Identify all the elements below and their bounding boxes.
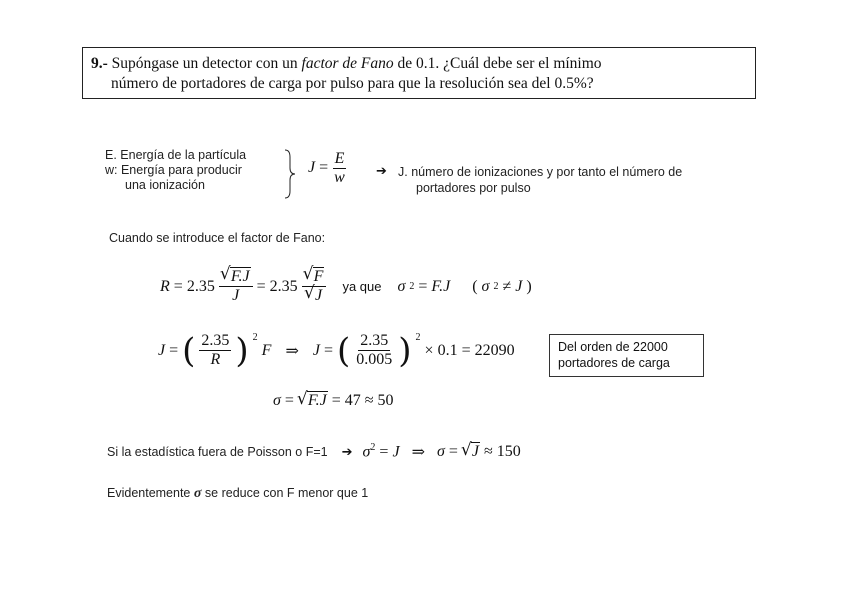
problem-box — [82, 47, 756, 99]
problem-text-a: Supóngase un detector con un — [111, 55, 298, 72]
poisson-text: Si la estadística fuera de Poisson o F=1 — [107, 445, 328, 459]
sigma-result: 47 ≈ 50 — [344, 392, 394, 409]
definition-e: E. Energía de la partícula — [105, 148, 247, 162]
definition-w-cont: una ionización — [125, 178, 205, 192]
formula-j-e-w: J = $\frac{E}{w}$ — [308, 150, 345, 186]
formula-sigma: σ = √ F.J = 47 ≈ 50 — [273, 392, 394, 410]
definition-w: w: Energía para producir — [105, 163, 242, 177]
j-description — [398, 164, 682, 196]
formula-j-value: J = ( $\frac{2.35}{R}$ ) $^2$ F ⇒ J = ( $\frac{2.35}{0.005}$ ) $^2$ × 0.1 = 22090 — [158, 330, 515, 371]
right-arrow-icon: ➔ — [376, 164, 387, 179]
definitions-list — [105, 148, 246, 193]
ya-que-label: ya que — [342, 279, 382, 294]
problem-text-b: de 0.1. ¿Cuál debe ser el mínimo — [397, 55, 602, 72]
poisson-result: ≈ 150 — [484, 443, 521, 460]
conclusion: Evidentemente σ se reduce con F menor que 1 — [107, 486, 369, 501]
order-box-line-1: Del orden de 22000 — [558, 340, 668, 354]
curly-brace-icon — [284, 149, 296, 199]
fano-value: 0.1 — [437, 341, 458, 359]
poisson-line: Si la estadística fuera de Poisson o F=1 ➔ $\sigma^2 = J$ ⇒ σ = √ J ≈ 150 — [107, 442, 521, 462]
right-arrow-icon: ➔ — [341, 444, 353, 460]
j-result: 22090 — [474, 341, 515, 359]
j-description-line-1: J. número de ionizaciones y por tanto el número de — [398, 165, 683, 179]
fano-intro: Cuando se introduce el factor de Fano: — [109, 231, 326, 245]
formula-resolution: R = 2.35 √ $\frac{F.J}{J}$ = 2.35 √ F √ J ya que σ 2 = F.J ( σ 2 ≠ J ) — [160, 268, 532, 305]
resolution-value: 0.005 — [356, 351, 393, 368]
order-box-line-2: portadores de carga — [558, 356, 670, 370]
j-description-line-2: portadores por pulso — [416, 181, 531, 195]
order-box — [549, 334, 704, 377]
problem-line-2: número de portadores de carga por pulso para que la resolución sea del 0.5%? — [111, 75, 594, 92]
problem-number: 9.- — [91, 55, 108, 72]
problem-text-italic: factor de Fano — [301, 55, 394, 72]
conclusion-a: Evidentemente — [107, 486, 191, 500]
problem-line-1 — [91, 54, 747, 74]
conclusion-b: se reduce con F menor que 1 — [204, 486, 369, 500]
